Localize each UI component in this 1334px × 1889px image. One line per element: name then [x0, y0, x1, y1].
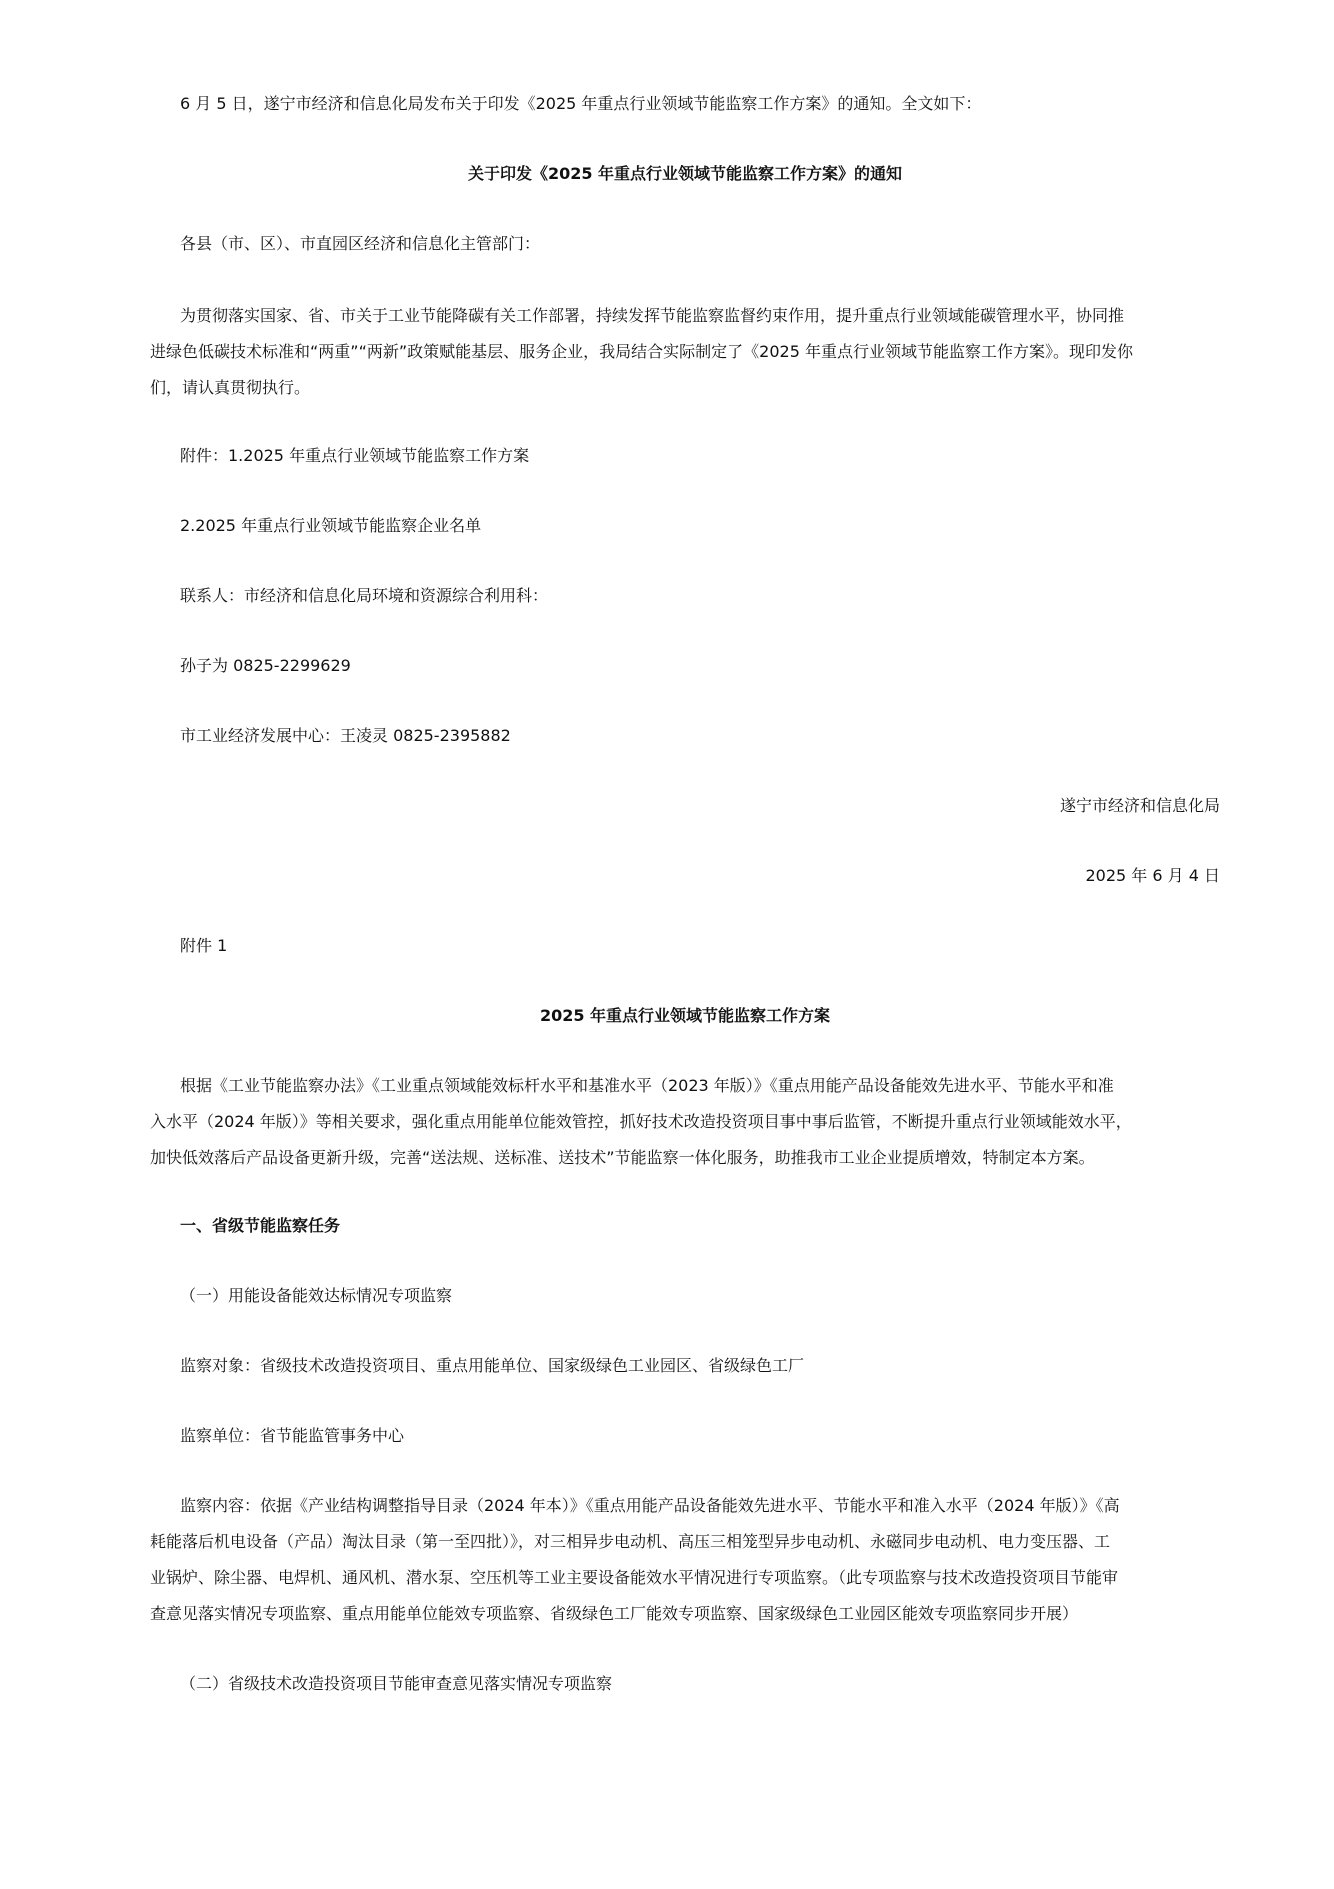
- subsection-2-heading: （二）省级技术改造投资项目节能审查意见落实情况专项监察: [180, 1674, 613, 1693]
- addressee: 各县（市、区）、市直园区经济和信息化主管部门：: [180, 234, 541, 253]
- annex-label: 附件 1: [180, 936, 228, 955]
- body-line: 为贯彻落实国家、省、市关于工业节能降碳有关工作部署，持续发挥节能监察监督约束作用，提升重点行业领域能碳管理水平，协同推: [180, 306, 1125, 325]
- signature-date: 2025 年 6 月 4 日: [1085, 866, 1220, 885]
- contact-1: 孙子为 0825-2299629: [180, 656, 351, 675]
- plan-title: 2025 年重点行业领域节能监察工作方案: [539, 1006, 831, 1025]
- plan-intro-line: 入水平（2024 年版）》等相关要求，强化重点用能单位能效管控，抓好技术改造投资项目事中事后监管，不断提升重点行业领域能效水平，: [150, 1112, 1132, 1131]
- attachment-2: 2.2025 年重点行业领域节能监察企业名单: [180, 516, 482, 535]
- notice-title: 关于印发《2025 年重点行业领域节能监察工作方案》的通知: [467, 164, 903, 183]
- monitor-content-line: 监察内容：依据《产业结构调整指导目录（2024 年本）》《重点用能产品设备能效先进水平、节能水平和准入水平（2024 年版）》《高: [180, 1496, 1120, 1515]
- body-line: 们，请认真贯彻执行。: [150, 378, 311, 397]
- body-line: 进绿色低碳技术标准和“两重”“两新”政策赋能基层、服务企业，我局结合实际制定了《2025 年重点行业领域节能监察工作方案》。现印发你: [150, 342, 1133, 361]
- monitor-target: 监察对象：省级技术改造投资项目、重点用能单位、国家级绿色工业园区、省级绿色工厂: [180, 1356, 805, 1375]
- monitor-unit: 监察单位：省节能监管事务中心: [180, 1426, 405, 1445]
- section-1-heading: 一、省级节能监察任务: [180, 1216, 341, 1235]
- attachment-1: 附件：1.2025 年重点行业领域节能监察工作方案: [180, 446, 530, 465]
- plan-intro-paragraph: [150, 1068, 1220, 1176]
- monitor-content-line: 耗能落后机电设备（产品）淘汰目录（第一至四批）》，对三相异步电动机、高压三相笼型异步电动机、永磁同步电动机、电力变压器、工: [150, 1532, 1111, 1551]
- monitor-content-line: 业锅炉、除尘器、电焊机、通风机、潜水泵、空压机等工业主要设备能效水平情况进行专项监察。（此专项监察与技术改造投资项目节能审: [150, 1568, 1119, 1587]
- monitor-content-line: 查意见落实情况专项监察、重点用能单位能效专项监察、省级绿色工厂能效专项监察、国家级绿色工业园区能效专项监察同步开展）: [150, 1604, 1079, 1623]
- plan-intro-line: 加快低效落后产品设备更新升级，完善“送法规、送标准、送技术”节能监察一体化服务，助推我市工业企业提质增效，特制定本方案。: [150, 1148, 1095, 1167]
- plan-intro-line: 根据《工业节能监察办法》《工业重点领域能效标杆水平和基准水平（2023 年版）》《重点用能产品设备能效先进水平、节能水平和准: [180, 1076, 1114, 1095]
- monitor-content-paragraph: [150, 1488, 1220, 1632]
- contact-label: 联系人：市经济和信息化局环境和资源综合利用科：: [180, 586, 549, 605]
- signature-org: 遂宁市经济和信息化局: [1059, 796, 1220, 815]
- body-paragraph: [150, 298, 1220, 406]
- subsection-1-heading: （一）用能设备能效达标情况专项监察: [180, 1286, 453, 1305]
- intro-paragraph: 6 月 5 日，遂宁市经济和信息化局发布关于印发《2025 年重点行业领域节能监察工作方案》的通知。全文如下：: [180, 94, 982, 113]
- contact-2: 市工业经济发展中心：王凌灵 0825-2395882: [180, 726, 511, 745]
